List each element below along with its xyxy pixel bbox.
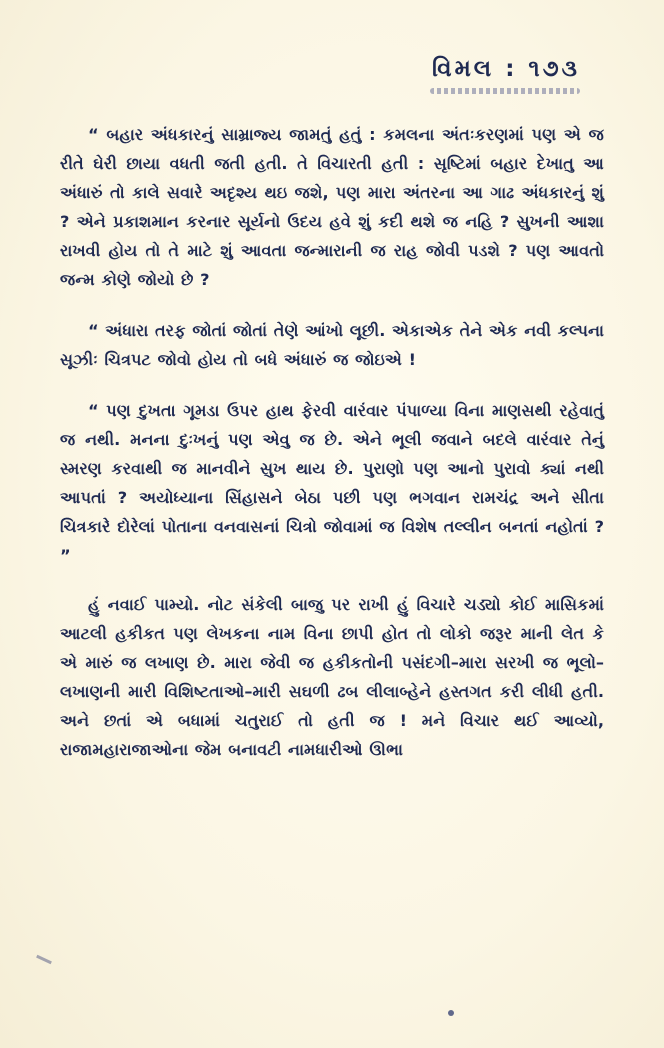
paragraph-2: “ અંધારા તરફ જોતાં જોતાં તેણે આંખો લૂછી. એકાએક તેને એક નવી કલ્પના સૂઝીઃ ચિત્રપટ જોવો હોય તો બધે અંધારું જ જોઇએ ! (60, 321, 604, 369)
paragraph-1: “ બહાર અંધકારનું સામ્રાજ્ય જામતું હતું : કમલના અંતઃકરણમાં પણ એ જ રીતે ઘેરી છાયા વધતી જતી હતી. તે વિચારતી હતી : સૃષ્ટિમાં બહાર દેખાતુ આ અંધારું તો કાલે સવારે અદૃશ્ય થઇ જશે, પણ મારા અંતરના આ ગાઢ અંધકારનું શું ? એને પ્રકાશમાન કરનાર સૂર્યનો ઉદય હવે શું કદી થશે જ નહિ ? સુખની આશા રાખવી હોય તો તે માટે શું આવતા જન્મારાની જ રાહ જોવી પડશે ? પણ આવતો જન્મ કોણે જોયો છે ? (60, 125, 604, 289)
paragraph-3: “ પણ દુખતા ગૂમડા ઉપર હાથ ફેરવી વારંવાર પંપાળ્યા વિના માણસથી રહેવાતું જ નથી. મનના દુઃખનું પણ એવુ જ છે. એને ભૂલી જવાને બદલે વારંવાર તેનું સ્મરણ કરવાથી જ માનવીને સુખ થાય છે. પુરાણો પણ આનો પુરાવો ક્યાં નથી આપતાં ? અયોધ્યાના સિંહાસને બેઠા પછી પણ ભગવાન રામચંદ્ર અને સીતા ચિત્રકારે દોરેલાં પોતાના વનવાસનાં ચિત્રો જોવામાં જ વિશેષ તલ્લીન બનતાં નહોતાં ? ” (60, 401, 604, 565)
page-body (60, 120, 604, 782)
margin-mark (36, 955, 52, 964)
header-ornament-rule (430, 88, 580, 94)
ink-dot (448, 1010, 454, 1016)
page-header (430, 56, 580, 94)
paragraph-4: હું નવાઈ પામ્યો. નોટ સંકેલી બાજુ પર રાખી હું વિચારે ચડ્યો કોઈ માસિકમાં આટલી હકીકત પણ લેખકના નામ વિના છાપી હોત તો લોકો જરૂર માની લેત કે એ મારું જ લખાણ છે. મારા જેવી જ હકીકતોની પસંદગી–મારા સરખી જ ભૂલો–લખાણની મારી વિશિષ્ટતાઓ–મારી સઘળી ઢબ લીલાબ્હેને હસ્તગત કરી લીધી હતી. અને છતાં એ બધામાં ચતુરાઈ તો હતી જ ! મને વિચાર થઈ આવ્યો, રાજામહારાજાઓના જેમ બનાવટી નામધારીઓ ઊભા (60, 595, 604, 759)
running-title: વિમલ : ૧૭૩ (432, 56, 580, 82)
